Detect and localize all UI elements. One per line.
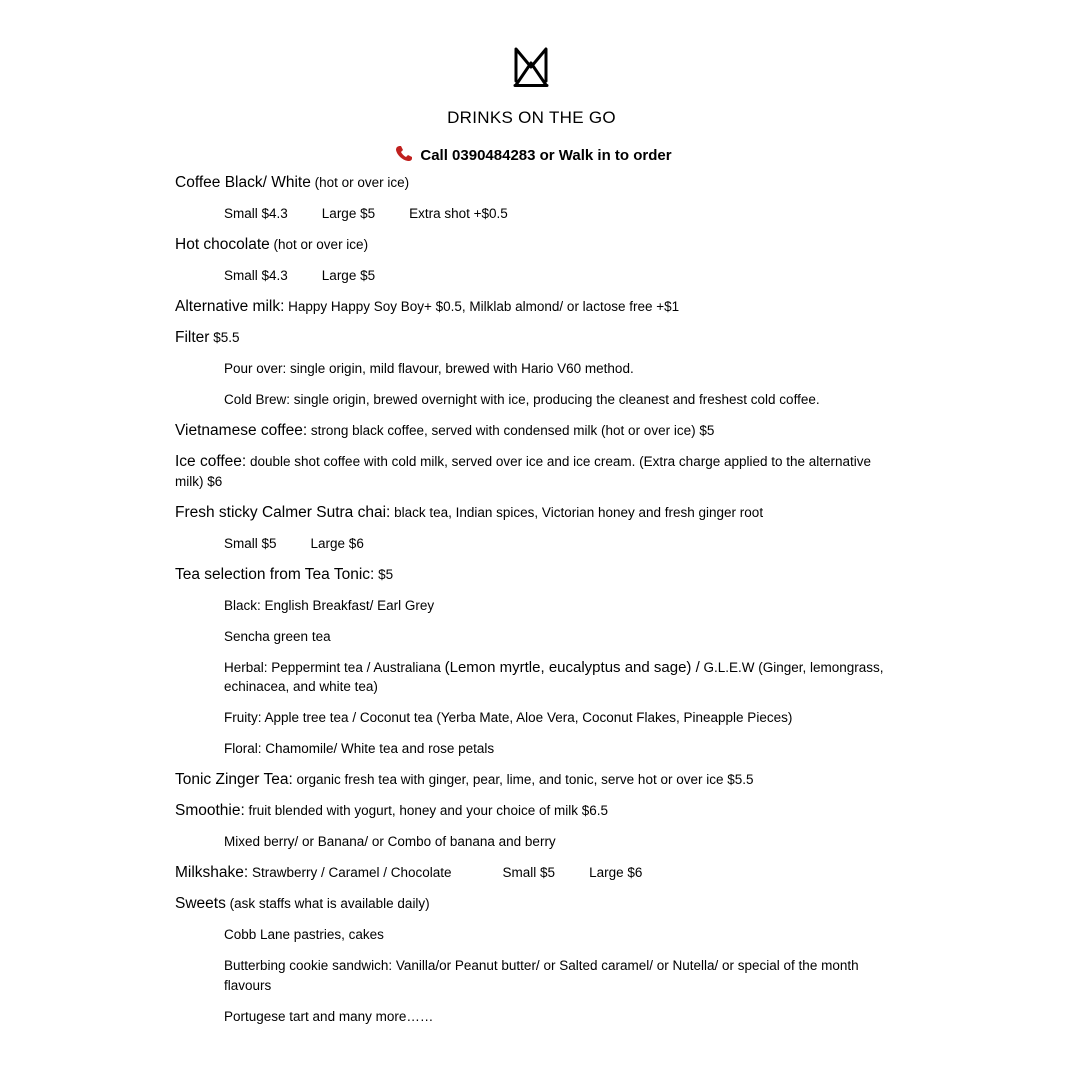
size-large: Large $5 (321, 206, 376, 221)
order-text: Call 0390484283 or Walk in to order (420, 147, 672, 164)
size-small: Small $4.3 (224, 268, 288, 283)
extra-shot: Extra shot +$0.5 (409, 206, 508, 221)
sweets-cobb-lane: Cobb Lane pastries, cakes (224, 927, 384, 942)
herbal-part-b: (Lemon myrtle, eucalyptus and sage) / (444, 658, 700, 676)
item-name: Ice coffee: (175, 453, 247, 470)
tea-black: Black: English Breakfast/ Earl Grey (224, 597, 435, 613)
item-desc: strong black coffee, served with condensed milk (hot or over ice) $5 (307, 423, 715, 438)
order-line (0, 145, 1066, 164)
size-small: Small $4.3 (224, 206, 288, 221)
menu-item-sweets (175, 894, 895, 914)
menu-item-alternative-milk (175, 297, 895, 317)
filter-cold-brew: Cold Brew: single origin, brewed overnight with ice, producing the cleanest and freshest cold coffee. (224, 392, 820, 407)
item-desc: fruit blended with yogurt, honey and your choice of milk $6.5 (244, 803, 609, 818)
herbal-part-a: Herbal: Peppermint tea / Australiana (224, 659, 445, 675)
item-name: Vietnamese coffee: (175, 422, 308, 439)
item-name: Fresh sticky Calmer Sutra chai: (175, 503, 391, 521)
coffee-sizes (175, 204, 895, 224)
item-name: Alternative milk: (175, 298, 285, 315)
menu-list (175, 173, 895, 1026)
size-large: Large $5 (321, 268, 376, 283)
tea-floral: Floral: Chamomile/ White tea and rose petals (224, 741, 495, 756)
chai-sizes (175, 534, 895, 554)
item-name: Milkshake: (175, 864, 249, 881)
menu-item-tea-selection (175, 565, 895, 585)
menu-item-ice-coffee (175, 452, 895, 491)
item-name: Filter (175, 329, 210, 346)
menu-item-filter (175, 328, 895, 348)
mx-monogram-logo (512, 45, 550, 89)
item-name: Coffee Black/ White (175, 174, 311, 191)
size-large: Large $6 (310, 535, 364, 551)
sweets-butterbing: Butterbing cookie sandwich: Vanilla/or Peanut butter/ or Salted caramel/ or Nutella/ or special of the month flavours (224, 958, 859, 993)
sweets-portugese-tart: Portugese tart and many more…… (224, 1008, 434, 1024)
telephone-receiver-icon (394, 145, 414, 162)
item-name: Hot chocolate (175, 236, 270, 253)
tea-herbal (175, 658, 895, 697)
item-desc: black tea, Indian spices, Victorian honey and fresh ginger root (390, 504, 764, 520)
item-name: Smoothie: (175, 802, 245, 819)
size-small: Small $5 (502, 865, 556, 880)
item-desc: Happy Happy Soy Boy+ $0.5, Milklab almond/ or lactose free +$1 (284, 299, 680, 314)
menu-item-milkshake (175, 863, 895, 883)
menu-item-smoothie (175, 801, 895, 821)
menu-item-coffee (175, 173, 895, 193)
item-price: $5.5 (209, 330, 240, 345)
herbal-part-c: G.L.E.W (Ginger, lemongrass, echinacea, and white tea) (224, 659, 884, 694)
page-title: DRINKS ON THE GO (447, 108, 616, 127)
item-desc: Strawberry / Caramel / Chocolate (248, 865, 452, 880)
tea-sencha: Sencha green tea (224, 628, 331, 644)
menu-item-hot-chocolate (175, 235, 895, 255)
size-small: Small $5 (224, 535, 277, 551)
item-name: Tea selection from Tea Tonic: (175, 565, 375, 583)
item-name: Sweets (175, 895, 226, 912)
filter-pour-over: Pour over: single origin, mild flavour, brewed with Hario V60 method. (224, 361, 634, 376)
item-desc: double shot coffee with cold milk, served over ice and ice cream. (Extra charge applied to the alternative milk) $6 (175, 454, 872, 489)
tea-fruity: Fruity: Apple tree tea / Coconut tea (Yerba Mate, Aloe Vera, Coconut Flakes, Pineapple Pieces) (224, 710, 793, 725)
item-name: Tonic Zinger Tea: (175, 771, 293, 788)
item-note: (hot or over ice) (310, 175, 410, 190)
menu-item-chai (175, 503, 895, 523)
size-large: Large $6 (589, 865, 643, 880)
item-note: (ask staffs what is available daily) (225, 896, 430, 911)
smoothie-options: Mixed berry/ or Banana/ or Combo of banana and berry (224, 834, 556, 849)
item-desc: organic fresh tea with ginger, pear, lime, and tonic, serve hot or over ice $5.5 (292, 772, 754, 787)
item-note: (hot or over ice) (269, 237, 369, 252)
menu-item-tonic-zinger (175, 770, 895, 790)
menu-item-vietnamese-coffee (175, 421, 895, 441)
hot-chocolate-sizes (175, 266, 895, 286)
item-price: $5 (374, 566, 394, 582)
